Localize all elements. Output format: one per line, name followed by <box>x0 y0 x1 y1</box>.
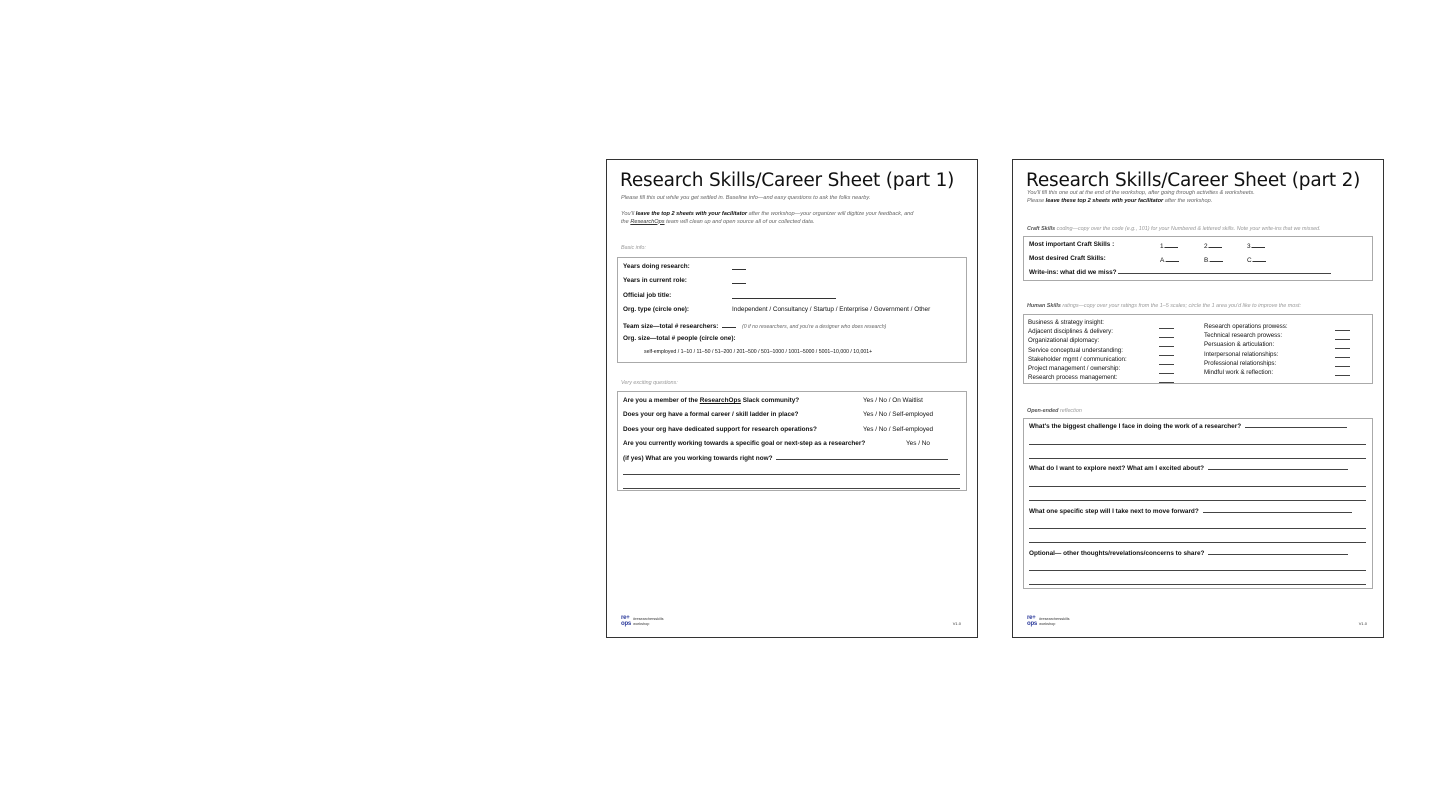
working-goal-options[interactable]: Yes / No <box>906 440 930 447</box>
sheet-title: Research Skills/Career Sheet (part 2) <box>1026 170 1361 191</box>
human-skill-item: Organizational diplomacy: <box>1028 337 1100 345</box>
answer-line[interactable] <box>1029 458 1366 459</box>
rating-blank[interactable] <box>1335 348 1350 349</box>
open-question-challenge: What's the biggest challenge I face in doing the work of a researcher? <box>1029 423 1347 430</box>
writeins-label: Write-ins: what did we miss? <box>1029 269 1331 276</box>
human-skill-item: Professional relationships: <box>1204 359 1277 367</box>
career-ladder-options[interactable]: Yes / No / Self-employed <box>863 411 934 418</box>
rating-blank[interactable] <box>1159 355 1174 356</box>
job-title-label: Official job title: <box>623 292 672 299</box>
team-size-label: Team size—total # researchers: (0 if no researchers, and you're a designer who does research) <box>623 323 887 330</box>
rating-blank[interactable] <box>1159 346 1174 347</box>
research-ops-support-options[interactable]: Yes / No / Self-employed <box>863 426 934 433</box>
question-working-towards: (if yes) What are you working towards right now? <box>623 455 948 462</box>
human-skill-item: Project management / ownership: <box>1028 365 1121 373</box>
career-sheet-part-2 <box>1012 159 1384 638</box>
researchops-logo: re+ ops <box>1027 615 1038 627</box>
sheet-subtitle: Please fill this out while you get settled in. Baseline info—and easy questions to ask the folks nearby. <box>621 195 871 201</box>
researchops-slack-link[interactable]: ResearchOps <box>699 397 741 404</box>
craft-skills-label: Craft Skills coding—copy over the code (e.g., 101) for your Numbered & lettered skills. Note your write-ins that we missed. <box>1027 226 1321 232</box>
human-skill-item: Technical research prowess: <box>1204 332 1283 340</box>
intro-text: You'll leave the top 2 sheets with your facilitator after the workshop—your organizer will digitize your feedback, and the ResearchOps team will clean up and open source all of our collected data. <box>621 211 914 225</box>
desired-b-blank[interactable] <box>1210 255 1223 262</box>
craft-skills-box: Most important Craft Skills : 1. 2. 3. Most desired Craft Skills: A. B. C. Write-ins: what did we miss? <box>1023 236 1373 281</box>
version-label: V1.0 <box>952 621 961 626</box>
explore-blank[interactable] <box>1208 469 1348 470</box>
desired-craft-label: Most desired Craft Skills: <box>1029 255 1106 262</box>
answer-line[interactable] <box>1029 570 1366 571</box>
basic-info-box <box>617 257 967 363</box>
answer-line[interactable] <box>623 474 960 475</box>
question-slack-member: Are you a member of the ResearchOps Slack community? <box>623 397 800 404</box>
answer-line[interactable] <box>1029 584 1366 585</box>
open-ended-label: Open-ended reflection <box>1027 408 1082 414</box>
human-skill-item: Business & strategy insight: <box>1028 319 1105 326</box>
open-question-next-step: What one specific step will I take next to move forward? <box>1029 508 1352 515</box>
org-type-label: Org. type (circle one): <box>623 306 690 313</box>
org-size-label: Org. size—total # people (circle one): <box>623 335 736 342</box>
rating-blank[interactable] <box>1159 373 1174 374</box>
working-towards-blank[interactable] <box>776 459 948 460</box>
answer-line[interactable] <box>1029 486 1366 487</box>
desired-a-blank[interactable] <box>1166 255 1179 262</box>
exciting-questions-label: Very exciting questions: <box>621 380 678 386</box>
researchops-link[interactable]: ResearchOps <box>630 218 665 225</box>
career-sheet-part-1 <box>606 159 978 638</box>
rating-blank[interactable] <box>1335 375 1350 376</box>
rating-blank[interactable] <box>1335 357 1350 358</box>
human-skills-label: Human Skills ratings—copy over your ratings from the 1–5 scales; circle the 1 area you'd like to improve the most: <box>1027 303 1301 309</box>
open-question-explore: What do I want to explore next? What am I excited about? <box>1029 465 1348 472</box>
researchops-logo: re+ ops <box>621 615 632 627</box>
desired-c-blank[interactable] <box>1253 255 1266 262</box>
footer-brand: re+ ops #researchersskills workshop <box>1027 615 1070 627</box>
human-skill-item: Persuasion & articulation: <box>1204 341 1275 349</box>
years-research-label: Years doing research: <box>623 263 690 270</box>
optional-blank[interactable] <box>1208 554 1348 555</box>
slack-member-options[interactable]: Yes / No / On Waitlist <box>863 397 923 404</box>
human-skill-item: Interpersonal relationships: <box>1204 350 1279 358</box>
answer-line[interactable] <box>1029 528 1366 529</box>
rating-blank[interactable] <box>1159 328 1174 329</box>
answer-line[interactable] <box>1029 444 1366 445</box>
human-skill-item: Stakeholder mgmt / communication: <box>1028 355 1127 363</box>
open-ended-box <box>1023 418 1373 589</box>
team-size-note: (0 if no researchers, and you're a designer who does research) <box>742 324 887 330</box>
human-skill-item: Service conceptual understanding: <box>1028 346 1123 354</box>
human-skill-item: Mindful work & reflection: <box>1204 369 1274 377</box>
rating-blank[interactable] <box>1159 364 1174 365</box>
challenge-blank[interactable] <box>1245 427 1347 428</box>
human-skills-right-list <box>1204 322 1288 377</box>
important-1-blank[interactable] <box>1165 241 1178 248</box>
rating-blank[interactable] <box>1159 337 1174 338</box>
sheet-title: Research Skills/Career Sheet (part 1) <box>620 170 955 191</box>
job-title-blank[interactable] <box>732 292 836 299</box>
next-step-blank[interactable] <box>1203 512 1352 513</box>
org-size-options[interactable]: self-employed / 1–10 / 11–50 / 51–200 / 201–500 / 501–1000 / 1001–5000 / 5001–10,000 / 10,001+ <box>644 349 873 355</box>
writeins-blank[interactable] <box>1118 273 1331 274</box>
human-skills-box <box>1023 314 1373 384</box>
sheet-subtitle: You'll fill this one out at the end of the workshop, after going through activities & worksheets. Please leave these top 2 sheets with your facilitator after the workshop. <box>1027 190 1255 204</box>
years-role-label: Years in current role: <box>623 277 687 284</box>
question-research-ops-support: Does your org have dedicated support for research operations? <box>623 426 817 433</box>
footer-brand: re+ ops #researchersskills workshop <box>621 615 664 627</box>
question-career-ladder: Does your org have a formal career / skill ladder in place? <box>623 411 799 418</box>
human-skill-item: Research operations prowess: <box>1204 323 1288 330</box>
basic-info-label: Basic info: <box>621 245 646 251</box>
years-research-blank[interactable] <box>732 263 746 270</box>
questions-box <box>617 391 967 491</box>
answer-line[interactable] <box>1029 542 1366 543</box>
answer-line[interactable] <box>623 488 960 489</box>
rating-blank[interactable] <box>1159 382 1174 383</box>
human-skill-item: Adjacent disciplines & delivery: <box>1028 328 1113 336</box>
human-skill-item: Research process management: <box>1028 374 1118 382</box>
important-3-blank[interactable] <box>1252 241 1265 248</box>
org-type-options[interactable]: Independent / Consultancy / Startup / Enterprise / Government / Other <box>732 306 931 313</box>
important-craft-label: Most important Craft Skills : <box>1029 241 1115 248</box>
team-size-blank[interactable] <box>722 321 736 328</box>
human-skills-left-list <box>1028 318 1127 382</box>
version-label: V1.0 <box>1358 621 1367 626</box>
question-working-goal: Are you currently working towards a specific goal or next-step as a researcher? <box>623 440 866 447</box>
important-2-blank[interactable] <box>1209 241 1222 248</box>
rating-blank[interactable] <box>1335 366 1350 367</box>
rating-blank[interactable] <box>1335 339 1350 340</box>
rating-blank[interactable] <box>1335 330 1350 331</box>
open-question-optional: Optional— other thoughts/revelations/concerns to share? <box>1029 550 1348 557</box>
years-role-blank[interactable] <box>732 277 746 284</box>
answer-line[interactable] <box>1029 500 1366 501</box>
